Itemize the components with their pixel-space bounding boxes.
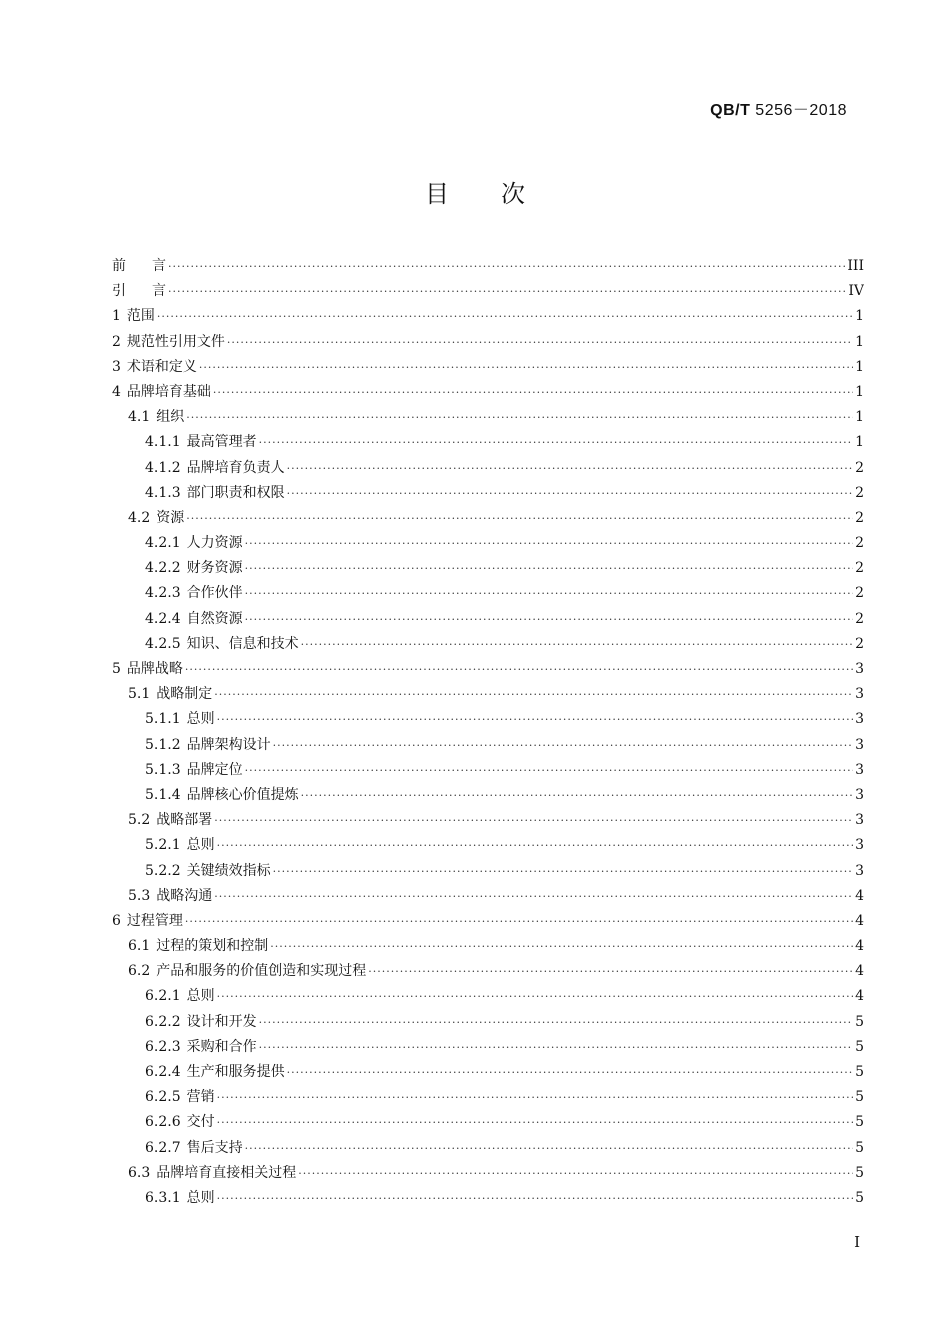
toc-entry-title: 产品和服务的价值创造和实现过程 [156, 963, 367, 980]
toc-leader-dots [287, 462, 853, 475]
toc-entry-number: 6.2.1 [145, 988, 181, 1005]
toc-entry-page: 5 [855, 1013, 864, 1030]
toc-entry-page: 5 [855, 1164, 864, 1181]
toc-entry-number: 5.2 [128, 812, 151, 829]
toc-entry-number: 6.2.3 [145, 1038, 181, 1055]
toc-entry[interactable] [112, 280, 864, 305]
toc-entry[interactable] [112, 331, 864, 356]
toc-entry-page: 1 [855, 358, 864, 375]
toc-entry-number: 4.1 [128, 409, 151, 426]
toc-entry-title: 过程的策划和控制 [156, 938, 269, 955]
toc-entry[interactable] [112, 532, 864, 557]
toc-leader-dots [217, 839, 853, 852]
toc-entry[interactable] [112, 960, 864, 985]
toc-entry[interactable] [112, 1061, 864, 1086]
toc-entry-number: 6.2.2 [145, 1013, 181, 1030]
toc-leader-dots [245, 764, 853, 777]
toc-entry-number: 4 [112, 383, 121, 400]
toc-entry-number: 5.3 [128, 887, 151, 904]
toc-entry[interactable] [112, 1137, 864, 1162]
toc-entry-title: 知识、信息和技术 [186, 635, 299, 652]
toc-entry-page: 4 [855, 963, 864, 980]
toc-entry[interactable] [112, 431, 864, 456]
toc-leader-dots [199, 361, 853, 374]
toc-entry-title: 人力资源 [186, 535, 243, 552]
toc-entry-number: 4.2.3 [145, 585, 181, 602]
toc-leader-dots [270, 940, 853, 953]
toc-entry-title: 合作伙伴 [186, 585, 243, 602]
toc-entry[interactable] [112, 834, 864, 859]
toc-entry-title: 前言 [112, 258, 192, 274]
standard-prefix: QB/T [710, 102, 751, 119]
toc-entry-page: 2 [855, 459, 864, 476]
toc-entry-title: 总则 [186, 837, 215, 854]
toc-leader-dots [245, 562, 853, 575]
toc-entry[interactable] [112, 759, 864, 784]
toc-entry-title: 术语和定义 [126, 358, 197, 375]
toc-leader-dots [214, 890, 853, 903]
toc-entry[interactable] [112, 1036, 864, 1061]
toc-entry[interactable] [112, 1111, 864, 1136]
toc-entry[interactable] [112, 910, 864, 935]
toc-leader-dots [217, 1091, 853, 1104]
toc-entry-title: 组织 [156, 409, 185, 426]
toc-entry-title: 营销 [186, 1089, 215, 1106]
toc-entry-number: 5.2.1 [145, 837, 181, 854]
toc-entry-number: 5.1.4 [145, 786, 181, 803]
standard-number: 5256－2018 [755, 102, 847, 119]
toc-entry-number: 4.2 [128, 509, 151, 526]
toc-entry-page: 2 [855, 535, 864, 552]
toc-entry-number: 4.1.2 [145, 459, 181, 476]
toc-entry-title: 品牌核心价值提炼 [186, 786, 299, 803]
toc-entry-page: 4 [855, 912, 864, 929]
toc-entry-number: 5 [112, 661, 121, 677]
toc-leader-dots [217, 1192, 853, 1205]
toc-entry[interactable] [112, 356, 864, 381]
toc-entry-title: 范围 [126, 308, 155, 325]
toc-leader-dots [298, 1167, 853, 1180]
toc-entry[interactable] [112, 255, 864, 280]
toc-entry-number: 6.2 [128, 963, 151, 980]
table-of-contents [112, 255, 864, 1212]
toc-entry-page: 5 [855, 1064, 864, 1080]
toc-entry-number: 6.3.1 [145, 1189, 181, 1206]
toc-entry-page: III [847, 258, 864, 274]
toc-entry-title: 品牌培育负责人 [186, 459, 285, 476]
toc-entry-page: 1 [855, 434, 864, 451]
toc-entry-number: 5.1.1 [145, 711, 181, 728]
toc-leader-dots [186, 411, 853, 424]
toc-entry[interactable] [112, 1162, 864, 1187]
toc-entry-number: 3 [112, 358, 121, 375]
toc-entry-page: 5 [855, 1089, 864, 1106]
toc-entry-title: 总则 [186, 711, 215, 728]
toc-leader-dots [245, 537, 853, 550]
toc-entry[interactable] [112, 305, 864, 330]
toc-entry-title: 生产和服务提供 [186, 1064, 285, 1080]
toc-entry-number: 4.2.4 [145, 610, 181, 627]
toc-entry[interactable] [112, 633, 864, 658]
toc-entry-number: 6 [112, 912, 121, 929]
toc-entry-title: 品牌培育直接相关过程 [156, 1164, 297, 1181]
toc-entry-page: 3 [855, 837, 864, 854]
toc-entry-page: 2 [855, 635, 864, 652]
toc-entry-page: 3 [855, 862, 864, 879]
toc-entry[interactable] [112, 457, 864, 482]
toc-entry-page: 4 [855, 938, 864, 955]
toc-leader-dots [185, 915, 853, 928]
toc-entry-title: 品牌培育基础 [126, 383, 211, 400]
toc-entry-page: 2 [855, 484, 864, 501]
toc-entry[interactable] [112, 406, 864, 431]
toc-leader-dots [213, 386, 853, 399]
toc-leader-dots [259, 1016, 853, 1029]
toc-entry-number: 5.1.2 [145, 736, 181, 753]
toc-leader-dots [273, 865, 853, 878]
toc-entry-page: 1 [855, 409, 864, 426]
toc-entry-title: 品牌战略 [126, 661, 183, 677]
toc-entry[interactable] [112, 985, 864, 1010]
toc-entry[interactable] [112, 935, 864, 960]
toc-entry-number: 6.2.7 [145, 1139, 181, 1156]
toc-entry[interactable] [112, 734, 864, 759]
toc-entry-title: 过程管理 [126, 912, 183, 929]
toc-leader-dots [217, 990, 853, 1003]
toc-entry-page: 2 [855, 560, 864, 577]
toc-title: 目次 [425, 180, 577, 208]
toc-entry-title: 采购和合作 [186, 1038, 257, 1055]
toc-entry-page: 3 [855, 761, 864, 778]
toc-entry-title: 交付 [186, 1114, 215, 1131]
toc-entry-title: 品牌定位 [186, 761, 243, 778]
toc-entry-title: 品牌架构设计 [186, 736, 271, 753]
toc-entry-page: 4 [855, 887, 864, 904]
toc-entry-title: 财务资源 [186, 560, 243, 577]
toc-leader-dots [186, 512, 853, 525]
toc-entry-title: 引言 [112, 283, 192, 300]
toc-entry[interactable] [112, 1086, 864, 1111]
toc-entry[interactable] [112, 482, 864, 507]
toc-entry-number: 6.2.6 [145, 1114, 181, 1131]
toc-entry-number: 6.1 [128, 938, 151, 955]
toc-leader-dots [368, 965, 853, 978]
toc-entry-title: 资源 [156, 509, 185, 526]
toc-leader-dots [157, 310, 853, 323]
toc-entry-number: 1 [112, 308, 121, 325]
toc-entry[interactable] [112, 809, 864, 834]
toc-entry-title: 部门职责和权限 [186, 484, 285, 501]
toc-entry-page: 2 [855, 610, 864, 627]
toc-entry-number: 6.2.4 [145, 1064, 181, 1080]
toc-entry-page: 1 [855, 383, 864, 400]
toc-entry-title: 售后支持 [186, 1139, 243, 1156]
toc-entry-number: 6.3 [128, 1164, 151, 1181]
toc-entry[interactable] [112, 507, 864, 532]
toc-leader-dots [301, 638, 853, 651]
toc-leader-dots [245, 1142, 853, 1155]
toc-entry-page: 4 [855, 988, 864, 1005]
toc-entry-number: 4.1.3 [145, 484, 181, 501]
toc-entry-title: 战略部署 [156, 812, 213, 829]
toc-entry-title: 战略沟通 [156, 887, 213, 904]
toc-entry-page: 2 [855, 509, 864, 526]
toc-entry-title: 战略制定 [156, 686, 213, 703]
toc-leader-dots [214, 688, 853, 701]
toc-leader-dots [214, 814, 853, 827]
toc-entry-number: 5.1 [128, 686, 151, 703]
toc-leader-dots [287, 1066, 853, 1079]
toc-entry-title: 最高管理者 [186, 434, 257, 451]
toc-entry[interactable] [112, 608, 864, 633]
toc-entry-title: 规范性引用文件 [126, 333, 225, 350]
toc-leader-dots [259, 436, 853, 449]
toc-entry-number: 4.2.1 [145, 535, 181, 552]
toc-entry-number: 4.2.5 [145, 635, 181, 652]
page-number: I [854, 1233, 860, 1251]
toc-entry-title: 自然资源 [186, 610, 243, 627]
toc-entry[interactable] [112, 1187, 864, 1212]
toc-entry-page: 3 [855, 686, 864, 703]
toc-leader-dots [168, 260, 845, 273]
toc-leader-dots [217, 713, 853, 726]
toc-entry-number: 6.2.5 [145, 1089, 181, 1106]
toc-entry-page: 3 [855, 786, 864, 803]
toc-leader-dots [227, 336, 853, 349]
toc-leader-dots [301, 789, 853, 802]
toc-entry-page: IV [848, 283, 864, 300]
toc-leader-dots [273, 739, 853, 752]
toc-entry[interactable] [112, 582, 864, 607]
toc-leader-dots [217, 1116, 853, 1129]
toc-entry-page: 5 [855, 1038, 864, 1055]
toc-entry-number: 4.1.1 [145, 434, 181, 451]
toc-entry-number: 5.2.2 [145, 862, 181, 879]
toc-entry-page: 3 [855, 711, 864, 728]
toc-entry-page: 1 [855, 333, 864, 350]
toc-leader-dots [185, 663, 853, 676]
toc-entry[interactable] [112, 557, 864, 582]
toc-entry[interactable] [112, 683, 864, 708]
toc-entry-page: 5 [855, 1114, 864, 1131]
toc-entry-page: 3 [855, 736, 864, 753]
toc-entry-page: 5 [855, 1189, 864, 1206]
toc-entry-page: 3 [855, 661, 864, 677]
toc-leader-dots [287, 487, 853, 500]
toc-entry-page: 5 [855, 1139, 864, 1156]
toc-entry[interactable] [112, 860, 864, 885]
toc-entry[interactable] [112, 381, 864, 406]
toc-leader-dots [259, 1041, 853, 1054]
toc-entry-page: 1 [855, 308, 864, 325]
toc-entry-page: 2 [855, 585, 864, 602]
toc-entry-number: 5.1.3 [145, 761, 181, 778]
toc-entry[interactable] [112, 885, 864, 910]
toc-entry-title: 总则 [186, 1189, 215, 1206]
toc-entry-number: 4.2.2 [145, 560, 181, 577]
toc-entry[interactable] [112, 658, 864, 683]
toc-entry[interactable] [112, 708, 864, 733]
toc-entry-title: 关键绩效指标 [186, 862, 271, 879]
toc-entry[interactable] [112, 784, 864, 809]
toc-entry-title: 设计和开发 [186, 1013, 257, 1030]
toc-leader-dots [245, 613, 853, 626]
toc-entry-title: 总则 [186, 988, 215, 1005]
toc-entry-number: 2 [112, 333, 121, 350]
toc-entry[interactable] [112, 1011, 864, 1036]
toc-leader-dots [245, 587, 853, 600]
toc-leader-dots [168, 285, 846, 298]
toc-entry-page: 3 [855, 812, 864, 829]
standard-code [710, 97, 847, 120]
